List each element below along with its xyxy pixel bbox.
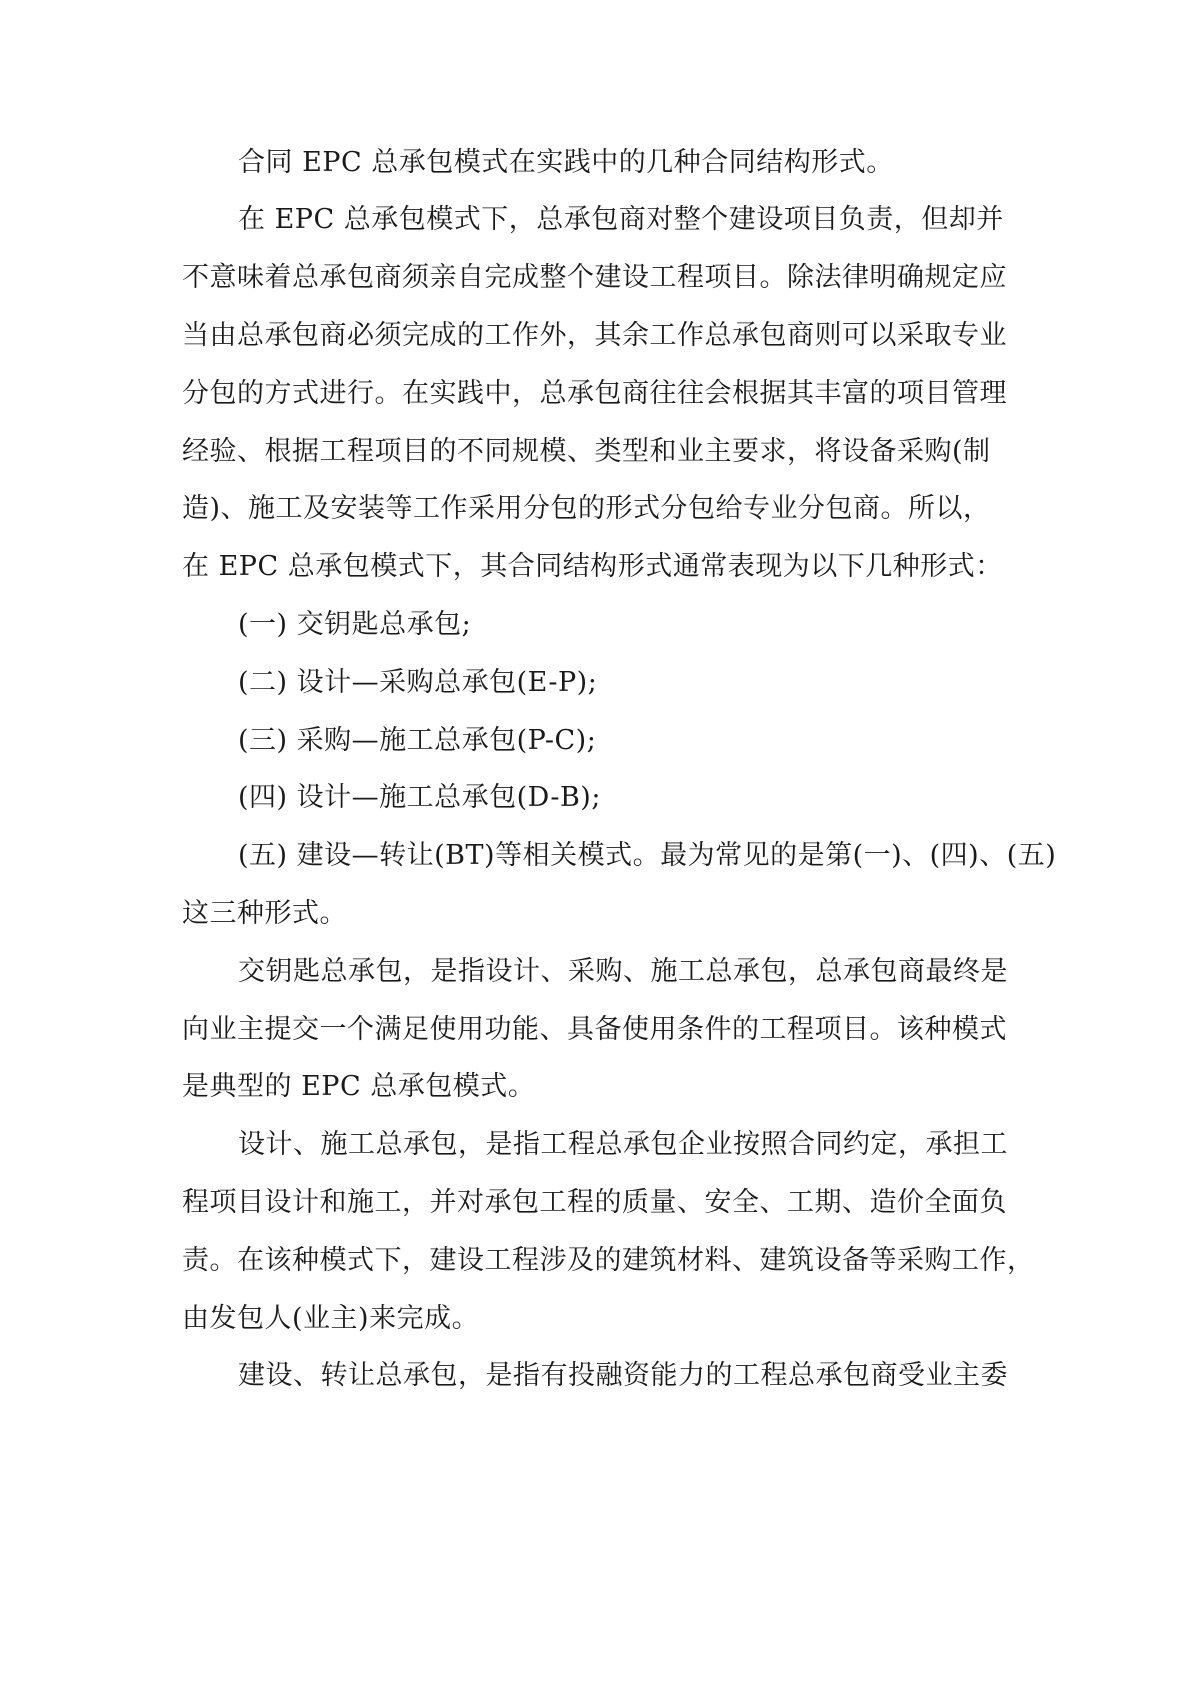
text-line: 交钥匙总承包，是指设计、采购、施工总承包，总承包商最终是 bbox=[238, 956, 1008, 987]
text-line: 向业主提交一个满足使用功能、具备使用条件的工程项目。该种模式 bbox=[182, 1014, 1007, 1045]
text-line: 责。在该种模式下，建设工程涉及的建筑材料、建筑设备等采购工作， bbox=[182, 1245, 1035, 1276]
text-line: 合同 EPC 总承包模式在实践中的几种合同结构形式。 bbox=[238, 147, 894, 178]
text-line: 在 EPC 总承包模式下，总承包商对整个建设项目负责，但却并 bbox=[238, 204, 1004, 235]
text-line: 不意味着总承包商须亲自完成整个建设工程项目。除法律明确规定应 bbox=[182, 262, 1007, 293]
text-line: 分包的方式进行。在实践中，总承包商往往会根据其丰富的项目管理 bbox=[182, 378, 1007, 409]
text-line: 造)、施工及安装等工作采用分包的形式分包给专业分包商。所以， bbox=[182, 493, 991, 524]
text-line: 当由总承包商必须完成的工作外，其余工作总承包商则可以采取专业 bbox=[182, 320, 1007, 351]
text-line: 设计、施工总承包，是指工程总承包企业按照合同约定，承担工 bbox=[238, 1129, 1008, 1160]
list-item: (四) 设计—施工总承包(D-B); bbox=[238, 782, 601, 813]
list-item: (一) 交钥匙总承包; bbox=[238, 609, 472, 640]
text-line: 这三种形式。 bbox=[182, 898, 347, 929]
list-item: (三) 采购—施工总承包(P-C); bbox=[238, 725, 597, 756]
text-line: 经验、根据工程项目的不同规模、类型和业主要求，将设备采购(制 bbox=[182, 436, 991, 467]
list-item: (二) 设计—采购总承包(E-P); bbox=[238, 667, 598, 698]
text-line: 由发包人(业主)来完成。 bbox=[182, 1303, 480, 1334]
text-line: 是典型的 EPC 总承包模式。 bbox=[182, 1071, 536, 1102]
list-item: (五) 建设—转让(BT)等相关模式。最为常见的是第(一)、(四)、(五) bbox=[238, 840, 1057, 871]
text-line: 在 EPC 总承包模式下，其合同结构形式通常表现为以下几种形式： bbox=[182, 551, 1003, 582]
text-line: 程项目设计和施工，并对承包工程的质量、安全、工期、造价全面负 bbox=[182, 1187, 1007, 1218]
text-line: 建设、转让总承包，是指有投融资能力的工程总承包商受业主委 bbox=[238, 1360, 1008, 1391]
